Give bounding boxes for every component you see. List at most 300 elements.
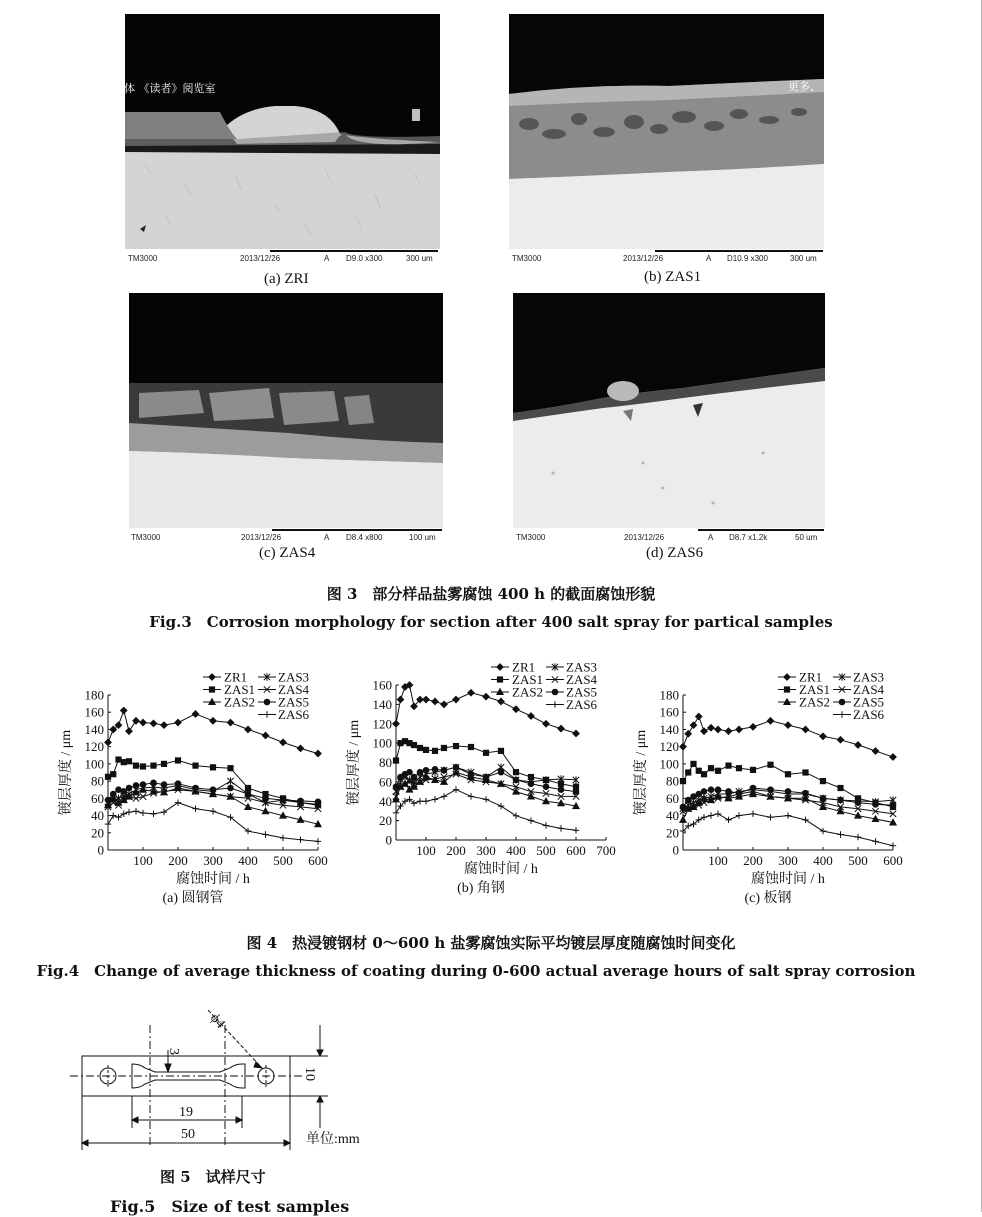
coating-thickness-chart-a (50, 665, 350, 930)
data-point (820, 828, 826, 834)
sem-image-zas6 (513, 293, 825, 528)
chart-subtitle: (c) 板钢 (744, 891, 792, 906)
legend-marker (784, 674, 790, 680)
data-point (708, 766, 713, 771)
data-point (543, 784, 549, 790)
data-point (161, 722, 167, 728)
y-tick-label: 20 (666, 825, 679, 841)
data-point (468, 744, 473, 749)
data-point (423, 696, 429, 702)
data-point (133, 763, 138, 768)
data-point (725, 817, 731, 823)
x-tick-label: 700 (596, 843, 616, 858)
data-point (573, 789, 579, 795)
data-point (126, 809, 132, 815)
data-point (417, 798, 423, 804)
legend-label: ZAS5 (853, 694, 885, 710)
x-tick-label: 200 (446, 843, 466, 858)
data-point (802, 726, 808, 732)
x-tick-label: 100 (416, 843, 436, 858)
data-point (691, 794, 697, 800)
data-point (441, 745, 446, 750)
dim-phi: ϕ4 (206, 1010, 228, 1032)
data-point (701, 772, 706, 777)
data-point (558, 725, 564, 731)
data-point (453, 696, 459, 702)
data-point (528, 713, 534, 719)
y-tick-label: 60 (379, 774, 392, 790)
data-point (725, 728, 731, 734)
data-point (210, 765, 215, 770)
y-tick-label: 0 (385, 832, 392, 848)
data-point (227, 719, 233, 725)
data-point (890, 754, 896, 760)
data-point (498, 769, 504, 775)
data-point (432, 766, 438, 772)
x-axis-label: 腐蚀时间 / h (176, 872, 250, 887)
data-point (736, 790, 742, 796)
data-point (686, 770, 691, 775)
data-point (297, 745, 303, 751)
data-point (838, 785, 843, 790)
data-point (750, 811, 756, 817)
data-point (110, 812, 116, 818)
y-tick-label: 20 (91, 825, 104, 841)
data-point (680, 817, 686, 823)
legend-label: ZAS4 (853, 682, 885, 697)
series-line (396, 790, 576, 831)
data-point (701, 789, 707, 795)
data-point (708, 812, 714, 818)
legend-marker (497, 664, 503, 670)
y-tick-label: 160 (84, 704, 104, 720)
figure5-caption-en: Fig.5 Size of test samples (110, 1197, 350, 1216)
y-tick-label: 100 (372, 735, 392, 751)
data-point (680, 779, 685, 784)
data-point (110, 791, 116, 797)
x-tick-label: 500 (848, 853, 868, 868)
data-point (872, 838, 878, 844)
data-point (715, 811, 721, 817)
legend-label: ZAS5 (278, 694, 310, 710)
data-point (417, 769, 423, 775)
y-tick-label: 140 (372, 696, 392, 712)
y-tick-label: 60 (91, 790, 104, 806)
data-point (105, 797, 111, 803)
data-point (708, 725, 714, 731)
data-point (315, 838, 321, 844)
coating-thickness-chart-b (338, 655, 638, 920)
legend-label: ZR1 (512, 659, 536, 675)
y-tick-label: 80 (666, 773, 679, 789)
y-tick-label: 0 (672, 842, 679, 858)
data-point (691, 761, 696, 766)
y-tick-label: 80 (91, 773, 104, 789)
data-point (411, 742, 416, 747)
sem-scale-bar (272, 529, 442, 531)
data-point (393, 784, 399, 790)
y-tick-label: 120 (659, 739, 679, 755)
legend-label: ZAS3 (853, 669, 885, 685)
sem-image-zas1 (509, 14, 824, 249)
figure5-caption-cn: 图 5 试样尺寸 (160, 1168, 266, 1186)
data-point (175, 758, 180, 763)
data-point (228, 785, 234, 791)
sem-info-bar: TM3000 2013/12/26 A D9.0 x300 300 um (128, 254, 433, 263)
data-point (116, 757, 121, 762)
chart-subtitle: (a) 圆钢管 (162, 891, 224, 906)
x-tick-label: 200 (743, 853, 763, 868)
data-point (855, 800, 861, 806)
legend-label: ZAS1 (224, 682, 256, 697)
data-point (837, 737, 843, 743)
data-point (193, 785, 199, 791)
data-point (126, 785, 132, 791)
data-point (726, 763, 731, 768)
dim-ten: 10 (302, 1067, 317, 1081)
data-point (701, 728, 707, 734)
data-point (411, 774, 417, 780)
data-point (820, 779, 825, 784)
data-point (715, 787, 721, 793)
y-axis-label: 镀层厚度 / μm (634, 729, 649, 816)
legend (778, 670, 885, 723)
sem-scale-bar (270, 250, 438, 252)
data-point (696, 791, 702, 797)
y-tick-label: 100 (659, 756, 679, 772)
legend-marker (839, 711, 845, 717)
data-point (855, 834, 861, 840)
data-point (432, 698, 438, 704)
data-point (528, 781, 534, 787)
data-point (750, 724, 756, 730)
data-point (680, 743, 686, 749)
y-tick-label: 120 (84, 739, 104, 755)
y-axis-label: 镀层厚度 / μm (347, 719, 362, 806)
x-tick-label: 400 (813, 853, 833, 868)
x-tick-label: 300 (203, 853, 223, 868)
data-point (210, 787, 216, 793)
x-tick-label: 500 (273, 853, 293, 868)
data-point (126, 759, 131, 764)
data-point (245, 791, 251, 797)
data-point (245, 785, 250, 790)
data-point (262, 732, 268, 738)
legend-label: ZAS6 (566, 697, 598, 712)
data-point (803, 770, 808, 775)
data-point (685, 797, 691, 803)
legend-marker (264, 699, 270, 705)
data-point (115, 814, 121, 820)
y-tick-label: 140 (84, 721, 104, 737)
data-point (105, 821, 111, 827)
data-point (750, 785, 756, 791)
legend-marker (497, 677, 502, 682)
data-point (245, 804, 251, 810)
data-point (441, 793, 447, 799)
data-point (696, 713, 702, 719)
figure4-caption-en: Fig.4 Change of average thickness of coating during 0-600 actual average hours of salt spray corrosion (36, 962, 916, 980)
figure3-caption-cn: 图 3 部分样品盐雾腐蚀 400 h 的截面腐蚀形貌 (326, 585, 656, 603)
legend-marker (264, 711, 270, 717)
data-point (785, 812, 791, 818)
y-tick-label: 0 (97, 842, 104, 858)
data-point (543, 721, 549, 727)
data-point (513, 706, 519, 712)
y-tick-label: 40 (379, 793, 392, 809)
data-point (121, 789, 127, 795)
data-point (262, 831, 268, 837)
data-point (513, 813, 519, 819)
data-point (838, 797, 844, 803)
data-point (210, 718, 216, 724)
data-point (498, 698, 504, 704)
data-point (890, 842, 896, 848)
data-point (417, 745, 422, 750)
data-point (133, 718, 139, 724)
y-tick-label: 20 (379, 813, 392, 829)
data-point (140, 719, 146, 725)
y-tick-label: 160 (659, 704, 679, 720)
data-point (245, 726, 251, 732)
y-tick-label: 140 (659, 721, 679, 737)
legend-label: ZAS1 (799, 682, 831, 697)
data-point (873, 802, 879, 808)
data-point (483, 750, 488, 755)
data-point (140, 782, 146, 788)
data-point (150, 720, 156, 726)
legend-label: ZAS5 (566, 684, 598, 700)
x-tick-label: 100 (708, 853, 728, 868)
data-point (193, 763, 198, 768)
data-point (121, 811, 127, 817)
legend-label: ZAS4 (566, 672, 598, 687)
data-point (423, 747, 428, 752)
data-point (161, 761, 166, 766)
y-axis-label: 镀层厚度 / μm (59, 729, 74, 816)
x-tick-label: 500 (536, 843, 556, 858)
data-point (573, 827, 579, 833)
data-point (441, 701, 447, 707)
data-point (423, 798, 429, 804)
legend-marker (552, 701, 558, 707)
data-point (872, 748, 878, 754)
legend-marker (209, 687, 214, 692)
data-point (690, 722, 696, 728)
legend (203, 670, 310, 723)
y-tick-label: 60 (666, 790, 679, 806)
sem-image-zr1 (125, 14, 440, 249)
data-point (227, 777, 233, 784)
data-point (708, 787, 714, 793)
data-point (498, 748, 503, 753)
x-tick-label: 600 (883, 853, 903, 868)
legend-marker (209, 674, 215, 680)
data-point (192, 805, 198, 811)
data-point (513, 770, 518, 775)
data-point (210, 808, 216, 814)
legend-marker (784, 687, 789, 692)
data-point (150, 811, 156, 817)
data-point (558, 825, 564, 831)
data-point (680, 804, 686, 810)
data-point (696, 768, 701, 773)
data-point (736, 766, 741, 771)
data-point (151, 780, 157, 786)
data-point (802, 817, 808, 823)
data-point (126, 728, 132, 734)
dim-nineteen: 19 (179, 1105, 193, 1120)
data-point (133, 783, 139, 789)
data-point (140, 810, 146, 816)
data-point (280, 797, 286, 803)
data-point (767, 814, 773, 820)
legend-label: ZAS6 (853, 707, 885, 722)
data-point (432, 796, 438, 802)
data-point (192, 711, 198, 717)
panel-label-a: (a) ZRI (264, 271, 309, 287)
data-point (121, 760, 126, 765)
data-point (890, 802, 896, 808)
data-point (140, 793, 146, 799)
data-point (767, 718, 773, 724)
data-point (453, 743, 458, 748)
data-point (685, 731, 691, 737)
data-point (441, 767, 447, 773)
data-point (453, 786, 459, 792)
data-point (105, 739, 111, 745)
data-point (768, 787, 774, 793)
y-tick-label: 180 (659, 687, 679, 703)
data-point (483, 693, 489, 699)
legend-label: ZAS6 (278, 707, 310, 722)
data-point (297, 836, 303, 842)
data-point (133, 808, 139, 814)
sem-image-zas4 (129, 293, 443, 528)
data-point (121, 707, 127, 713)
data-point (573, 730, 579, 736)
chart-subtitle: (b) 角钢 (457, 881, 505, 896)
legend-label: ZAS2 (799, 694, 831, 710)
y-tick-label: 100 (84, 756, 104, 772)
data-point (298, 798, 304, 804)
x-axis-label: 腐蚀时间 / h (464, 862, 538, 877)
data-point (315, 750, 321, 756)
data-point (768, 762, 773, 767)
data-point (803, 790, 809, 796)
figure4-caption-cn: 图 4 热浸镀钢材 0～600 h 盐雾腐蚀实际平均镀层厚度随腐蚀时间变化 (246, 934, 736, 952)
data-point (280, 739, 286, 745)
data-point (513, 777, 519, 783)
series-zr1 (393, 682, 579, 737)
data-point (498, 803, 504, 809)
data-point (785, 722, 791, 728)
data-point (393, 721, 399, 727)
sem-scale-bar (698, 529, 824, 531)
coating-thickness-chart-c (625, 665, 925, 930)
data-point (736, 812, 742, 818)
data-point (558, 787, 564, 793)
data-point (543, 822, 549, 828)
data-point (315, 799, 321, 805)
y-tick-label: 40 (666, 808, 679, 824)
y-tick-label: 160 (372, 677, 392, 693)
data-point (140, 764, 145, 769)
panel-label-c: (c) ZAS4 (259, 545, 316, 561)
legend-marker (552, 689, 558, 695)
data-point (105, 774, 110, 779)
dim-three: 3 (166, 1048, 181, 1055)
data-point (855, 742, 861, 748)
data-point (432, 748, 437, 753)
data-point (715, 768, 720, 773)
data-point (423, 767, 429, 773)
legend-label: ZR1 (224, 669, 248, 685)
dim-fifty: 50 (181, 1127, 195, 1142)
sem-info-bar: TM3000 2013/12/26 A D10.9 x300 300 um (512, 254, 817, 263)
figure3-caption-en: Fig.3 Corrosion morphology for section after 400 salt spray for partical samples (149, 613, 833, 631)
x-tick-label: 600 (308, 853, 328, 868)
y-tick-label: 120 (372, 716, 392, 732)
legend-label: ZAS1 (512, 672, 544, 687)
y-tick-label: 80 (379, 755, 392, 770)
data-point (750, 767, 755, 772)
data-point (468, 771, 474, 777)
data-point (715, 726, 721, 732)
y-tick-label: 40 (91, 808, 104, 824)
legend-label: ZAS2 (512, 684, 544, 700)
data-point (175, 799, 181, 805)
data-point (161, 809, 167, 815)
data-point (175, 719, 181, 725)
data-point (263, 796, 269, 802)
data-point (397, 696, 403, 702)
series-zas6 (393, 786, 579, 833)
overlay-text-right: 更多、 (788, 80, 821, 93)
data-point (228, 766, 233, 771)
data-point (820, 733, 826, 739)
legend-label: ZAS2 (224, 694, 256, 710)
legend-label: ZAS4 (278, 682, 310, 697)
sem-scale-bar (655, 250, 823, 252)
legend-label: ZR1 (799, 669, 823, 685)
data-point (453, 765, 459, 771)
x-tick-label: 400 (506, 843, 526, 858)
x-tick-label: 300 (778, 853, 798, 868)
data-point (393, 810, 399, 816)
panel-label-b: (b) ZAS1 (644, 269, 702, 285)
data-point (726, 789, 732, 795)
data-point (483, 774, 489, 780)
data-point (175, 781, 181, 787)
x-tick-label: 300 (476, 843, 496, 858)
data-point (407, 769, 413, 775)
data-point (820, 796, 826, 802)
overlay-text-left: 体 《读者》阅览室 (124, 82, 216, 95)
data-point (785, 772, 790, 777)
data-point (151, 763, 156, 768)
data-point (111, 772, 116, 777)
legend-marker (839, 699, 845, 705)
data-point (133, 795, 139, 801)
data-point (528, 817, 534, 823)
legend-label: ZAS3 (566, 659, 598, 675)
x-axis-label: 腐蚀时间 / h (751, 872, 825, 887)
data-point (736, 726, 742, 732)
x-tick-label: 400 (238, 853, 258, 868)
x-tick-label: 200 (168, 853, 188, 868)
data-point (393, 758, 398, 763)
